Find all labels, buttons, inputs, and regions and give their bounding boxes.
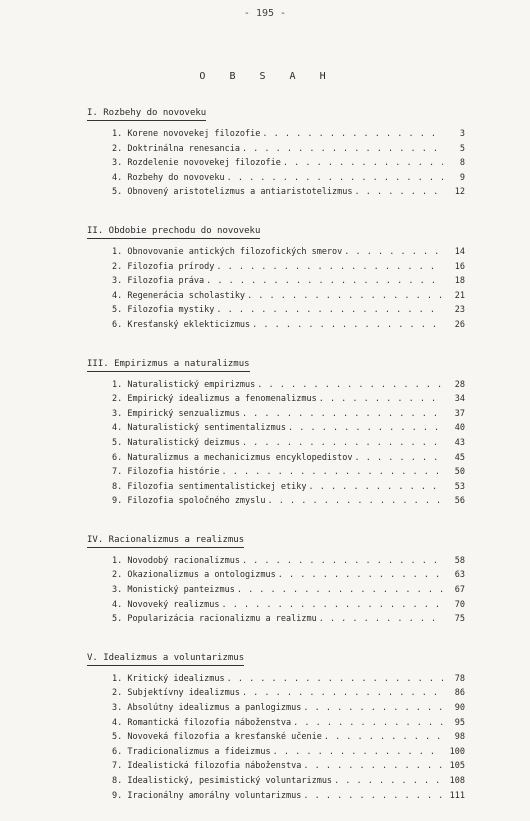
toc-section: [0, 645, 530, 803]
entry-label: 5. Novoveká filozofia a kresťanské učenie: [112, 732, 322, 743]
dot-leader: [240, 436, 443, 451]
toc-entry: [112, 127, 465, 142]
entry-label: 8. Idealistický, pesimistický voluntarizmus: [112, 776, 333, 786]
dot-leader: [245, 289, 443, 304]
entry-label: 3. Absolútny idealizmus a panlogizmus: [112, 703, 302, 714]
entry-label: 2. Okazionalizmus a ontologizmus: [112, 570, 276, 581]
dot-leader: [353, 451, 443, 466]
dot-leader: [322, 730, 443, 745]
entry-label: 2. Empirický idealizmus a fenomenalizmus: [112, 394, 317, 405]
toc-entry: [112, 686, 465, 701]
toc-entry: [112, 451, 465, 466]
dot-leader: [301, 759, 443, 774]
dot-leader: [260, 127, 443, 142]
page-number: - 195 -: [243, 8, 287, 19]
entry-page-number: 26: [454, 319, 465, 330]
entry-label: 5. Filozofia mystiky: [112, 305, 215, 316]
toc-entry: [112, 407, 465, 422]
entry-label: 2. Subjektívny idealizmus: [112, 688, 240, 699]
dot-leader: [301, 789, 443, 804]
entry-label: 1. Naturalistický empirizmus: [112, 379, 256, 390]
entry-label: 3. Empirický senzualizmus: [112, 408, 240, 419]
dot-leader: [250, 318, 443, 333]
dot-leader: [281, 156, 443, 171]
entry-label: 9. Iracionálny amorálny voluntarizmus: [112, 790, 302, 801]
entry-page-number: 14: [454, 246, 465, 257]
table-of-contents: [0, 100, 530, 821]
entry-label: 5. Popularizácia racionalizmu a realizmu: [112, 614, 317, 625]
entry-page-number: 70: [454, 599, 465, 610]
toc-entry: [112, 318, 465, 333]
entry-page-number: 5: [459, 143, 465, 154]
toc-entry: [112, 260, 465, 275]
entry-label: 4. Regenerácia scholastiky: [112, 290, 246, 301]
dot-leader: [219, 598, 443, 613]
entry-label: 4. Novoveký realizmus: [112, 599, 220, 610]
toc-entry: [112, 436, 465, 451]
toc-section: [0, 100, 530, 200]
dot-leader: [255, 378, 443, 393]
entry-page-number: 90: [454, 703, 465, 714]
toc-entry: [112, 494, 465, 509]
section-heading: I. Rozbehy do novoveku: [87, 107, 206, 121]
entry-page-number: 23: [454, 305, 465, 316]
toc-entry: [112, 289, 465, 304]
entry-page-number: 105: [449, 761, 465, 772]
toc-entry: [112, 171, 465, 186]
entry-label: 2. Filozofia prírody: [112, 261, 215, 272]
dot-leader: [235, 583, 443, 598]
entry-page-number: 43: [454, 437, 465, 448]
dot-leader: [225, 171, 443, 186]
toc-entry: [112, 185, 465, 200]
toc-entry: [112, 612, 465, 627]
entry-page-number: 45: [454, 452, 465, 463]
entry-label: 5. Obnovený aristotelizmus a antiaristotelizmus: [112, 187, 353, 198]
toc-entry: [112, 774, 465, 789]
entry-page-number: 78: [454, 673, 465, 684]
dot-leader: [266, 494, 443, 509]
entry-page-number: 98: [454, 732, 465, 743]
toc-entry: [112, 421, 465, 436]
entry-label: 6. Kresťanský eklekticizmus: [112, 319, 251, 330]
dot-leader: [332, 774, 443, 789]
dot-leader: [306, 480, 443, 495]
toc-entry: [112, 392, 465, 407]
entry-label: 2. Doktrinálna renesancia: [112, 143, 240, 154]
dot-leader: [240, 142, 443, 157]
entry-page-number: 12: [454, 187, 465, 198]
entry-label: 4. Romantická filozofia náboženstva: [112, 717, 292, 728]
entry-label: 9. Filozofia spoločného zmyslu: [112, 496, 266, 507]
entry-label: 4. Naturalistický sentimentalizmus: [112, 423, 286, 434]
entry-page-number: 53: [454, 481, 465, 492]
entry-label: 3. Monistický panteizmus: [112, 585, 235, 596]
toc-entry: [112, 701, 465, 716]
dot-leader: [214, 303, 443, 318]
entry-page-number: 16: [454, 261, 465, 272]
toc-entry: [112, 156, 465, 171]
entry-page-number: 56: [454, 496, 465, 507]
toc-entry: [112, 303, 465, 318]
document-title: O B S A H: [199, 71, 335, 82]
entry-label: 6. Naturalizmus a mechanicizmus encyklopedistov: [112, 452, 353, 463]
entry-page-number: 9: [459, 172, 465, 183]
entry-page-number: 18: [454, 276, 465, 287]
entry-page-number: 86: [454, 688, 465, 699]
toc-entry: [112, 465, 465, 480]
toc-section: [0, 527, 530, 627]
dot-leader: [301, 701, 443, 716]
toc-entry: [112, 745, 465, 760]
dot-leader: [214, 260, 443, 275]
entry-page-number: 8: [459, 158, 465, 169]
toc-entry: [112, 789, 465, 804]
dot-leader: [240, 407, 443, 422]
dot-leader: [219, 465, 443, 480]
dot-leader: [291, 716, 443, 731]
toc-entry: [112, 759, 465, 774]
toc-entry: [112, 730, 465, 745]
dot-leader: [271, 745, 443, 760]
toc-entry: [112, 274, 465, 289]
entry-page-number: 100: [449, 746, 465, 757]
dot-leader: [317, 392, 443, 407]
section-heading: II. Obdobie prechodu do novoveku: [87, 225, 260, 239]
entry-page-number: 95: [454, 717, 465, 728]
entry-page-number: 21: [454, 290, 465, 301]
entry-page-number: 28: [454, 379, 465, 390]
entry-page-number: 34: [454, 394, 465, 405]
entry-page-number: 3: [459, 129, 465, 139]
toc-section: [0, 218, 530, 333]
entry-label: 1. Novodobý racionalizmus: [112, 555, 240, 566]
toc-entry: [112, 598, 465, 613]
entry-label: 3. Filozofia práva: [112, 276, 205, 287]
entry-label: 3. Rozdelenie novovekej filozofie: [112, 158, 281, 169]
toc-entry: [112, 245, 465, 260]
toc-entry: [112, 142, 465, 157]
section-heading: IV. Racionalizmus a realizmus: [87, 534, 244, 548]
toc-section: [0, 351, 530, 509]
entry-label: 7. Filozofia histórie: [112, 467, 220, 478]
entry-page-number: 37: [454, 408, 465, 419]
entry-label: 1. Obnovovanie antických filozofických smerov: [112, 246, 343, 257]
entry-page-number: 67: [454, 585, 465, 596]
dot-leader: [286, 421, 443, 436]
dot-leader: [240, 686, 443, 701]
entry-label: 6. Tradicionalizmus a fideizmus: [112, 746, 271, 757]
entry-page-number: 108: [449, 776, 465, 786]
toc-entry: [112, 583, 465, 598]
toc-entry: [112, 378, 465, 393]
dot-leader: [276, 568, 443, 583]
toc-entry: [112, 716, 465, 731]
entry-label: 1. Kritický idealizmus: [112, 673, 225, 684]
entry-page-number: 111: [449, 790, 465, 801]
entry-page-number: 50: [454, 467, 465, 478]
entry-label: 5. Naturalistický deizmus: [112, 437, 240, 448]
dot-leader: [204, 274, 443, 289]
dot-leader: [225, 672, 443, 687]
section-heading: V. Idealizmus a voluntarizmus: [87, 652, 244, 666]
entry-page-number: 63: [454, 570, 465, 581]
entry-label: 1. Korene novovekej filozofie: [112, 129, 261, 139]
dot-leader: [317, 612, 443, 627]
toc-entry: [112, 568, 465, 583]
entry-page-number: 58: [454, 555, 465, 566]
dot-leader: [240, 554, 443, 569]
toc-entry: [112, 480, 465, 495]
dot-leader: [353, 185, 443, 200]
entry-page-number: 40: [454, 423, 465, 434]
entry-label: 8. Filozofia sentimentalistickej etiky: [112, 481, 307, 492]
toc-entry: [112, 672, 465, 687]
dot-leader: [342, 245, 443, 260]
entry-label: 7. Idealistická filozofia náboženstva: [112, 761, 302, 772]
entry-label: 4. Rozbehy do novoveku: [112, 172, 225, 183]
entry-page-number: 75: [454, 614, 465, 625]
toc-entry: [112, 554, 465, 569]
section-heading: III. Empirizmus a naturalizmus: [87, 358, 250, 372]
